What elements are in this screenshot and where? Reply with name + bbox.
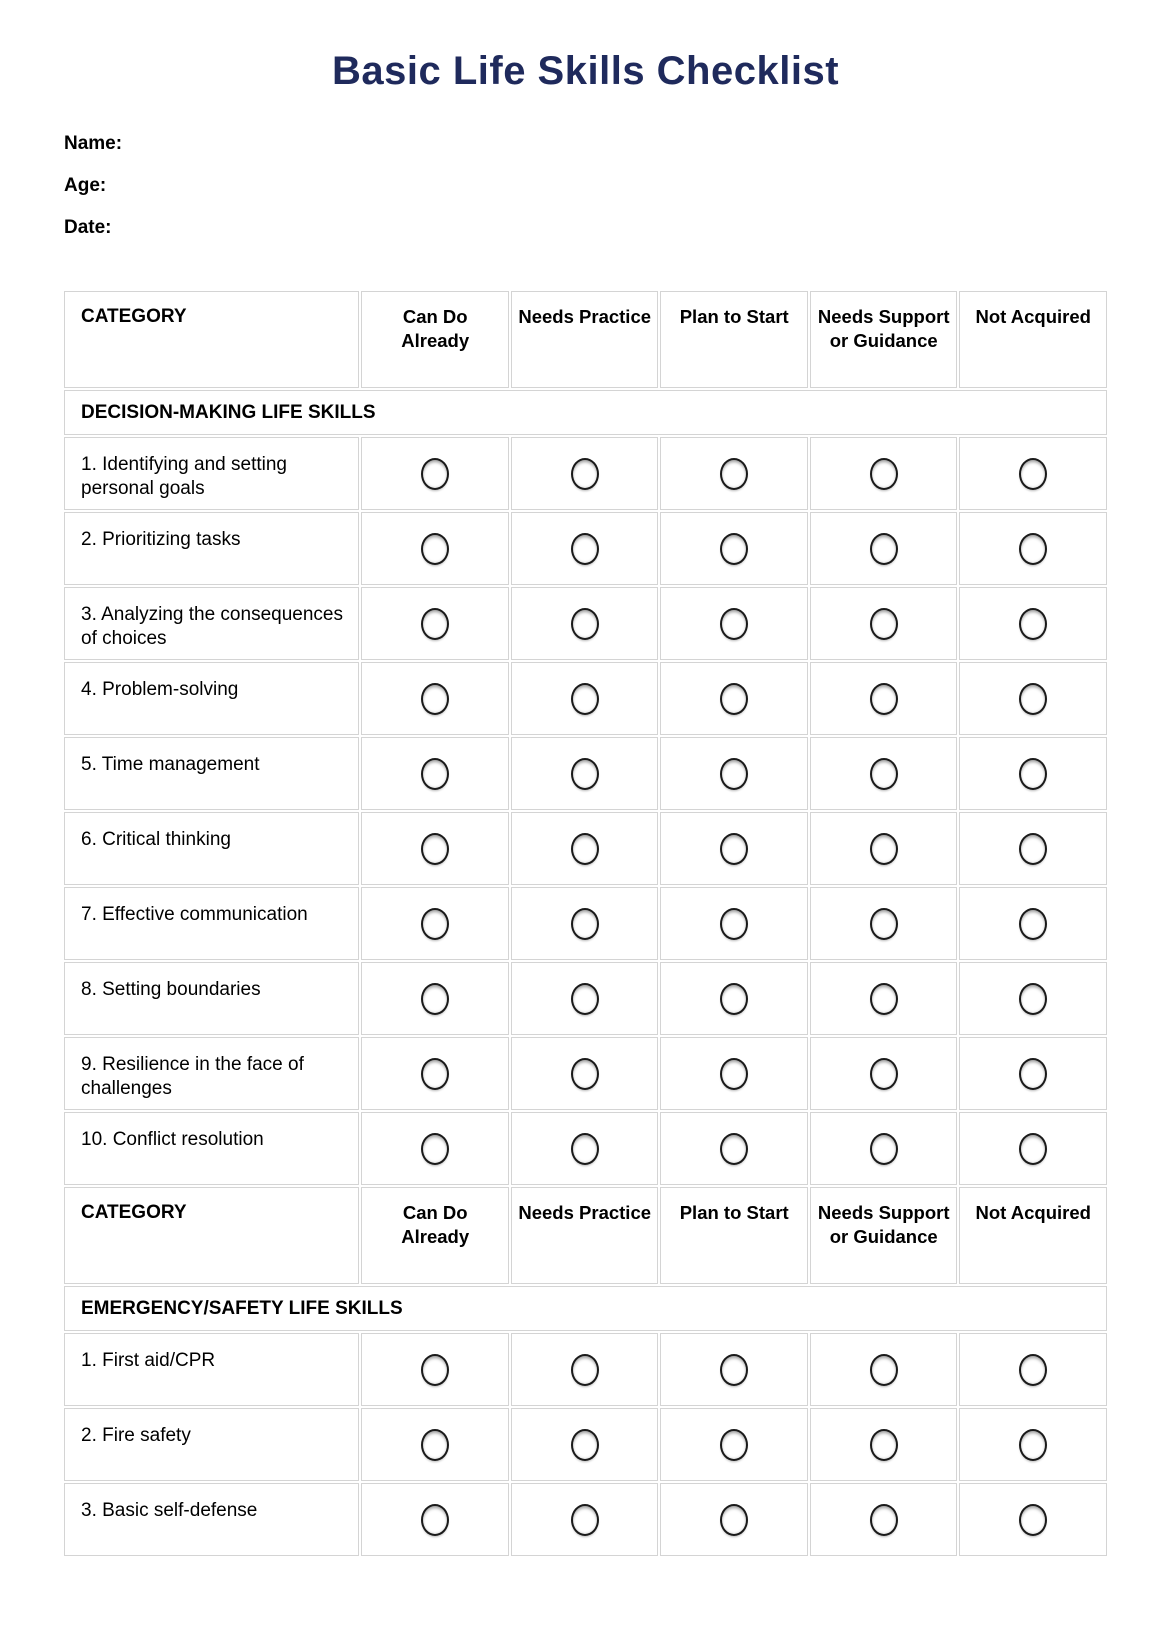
choice-cell (511, 437, 659, 510)
section-header-emergency-safety-life-skills: EMERGENCY/SAFETY LIFE SKILLS (64, 1286, 1107, 1331)
radio-needs-support-or-guidance[interactable] (870, 1504, 898, 1536)
column-header-needs-practice: Needs Practice (511, 291, 659, 388)
choice-cell (959, 587, 1107, 660)
radio-plan-to-start[interactable] (720, 608, 748, 640)
choice-cell (959, 662, 1107, 735)
radio-plan-to-start[interactable] (720, 1354, 748, 1386)
radio-plan-to-start[interactable] (720, 1133, 748, 1165)
table-row (64, 1333, 1107, 1406)
radio-needs-support-or-guidance[interactable] (870, 983, 898, 1015)
choice-cell (810, 1112, 958, 1185)
radio-needs-practice[interactable] (571, 1504, 599, 1536)
table-row (64, 1112, 1107, 1185)
radio-plan-to-start[interactable] (720, 908, 748, 940)
choice-cell (959, 437, 1107, 510)
radio-needs-practice[interactable] (571, 983, 599, 1015)
radio-can-do-already[interactable] (421, 758, 449, 790)
choice-cell (660, 1483, 808, 1556)
column-header-row (64, 1187, 1107, 1284)
skill-label: 5. Time management (64, 737, 359, 810)
section-header-row (64, 1286, 1107, 1331)
radio-can-do-already[interactable] (421, 458, 449, 490)
choice-cell (511, 1333, 659, 1406)
choice-cell (959, 1408, 1107, 1481)
choice-cell (361, 1112, 509, 1185)
radio-needs-practice[interactable] (571, 1058, 599, 1090)
choice-cell (959, 887, 1107, 960)
checklist-table (62, 289, 1109, 1558)
choice-cell (511, 662, 659, 735)
section-header-row (64, 390, 1107, 435)
radio-needs-support-or-guidance[interactable] (870, 1133, 898, 1165)
choice-cell (361, 962, 509, 1035)
radio-not-acquired[interactable] (1019, 1504, 1047, 1536)
skill-label: 8. Setting boundaries (64, 962, 359, 1035)
table-row (64, 812, 1107, 885)
skill-label: 1. First aid/CPR (64, 1333, 359, 1406)
choice-cell (959, 512, 1107, 585)
table-row (64, 1483, 1107, 1556)
radio-plan-to-start[interactable] (720, 833, 748, 865)
choice-cell (660, 737, 808, 810)
radio-can-do-already[interactable] (421, 1504, 449, 1536)
choice-cell (361, 512, 509, 585)
radio-needs-practice[interactable] (571, 533, 599, 565)
radio-can-do-already[interactable] (421, 833, 449, 865)
column-header-category: CATEGORY (64, 1187, 359, 1284)
choice-cell (361, 437, 509, 510)
choice-cell (810, 1333, 958, 1406)
skill-label: 10. Conflict resolution (64, 1112, 359, 1185)
radio-plan-to-start[interactable] (720, 758, 748, 790)
table-row (64, 1408, 1107, 1481)
radio-plan-to-start[interactable] (720, 458, 748, 490)
choice-cell (361, 1037, 509, 1110)
skill-label: 1. Identifying and setting personal goals (64, 437, 359, 510)
radio-plan-to-start[interactable] (720, 683, 748, 715)
table-row (64, 737, 1107, 810)
skill-label: 3. Analyzing the consequences of choices (64, 587, 359, 660)
radio-not-acquired[interactable] (1019, 758, 1047, 790)
radio-plan-to-start[interactable] (720, 1429, 748, 1461)
radio-not-acquired[interactable] (1019, 833, 1047, 865)
radio-can-do-already[interactable] (421, 1133, 449, 1165)
radio-needs-support-or-guidance[interactable] (870, 608, 898, 640)
choice-cell (511, 812, 659, 885)
table-row (64, 887, 1107, 960)
radio-needs-support-or-guidance[interactable] (870, 683, 898, 715)
radio-needs-practice[interactable] (571, 758, 599, 790)
radio-not-acquired[interactable] (1019, 683, 1047, 715)
column-header-not-acquired: Not Acquired (959, 1187, 1107, 1284)
choice-cell (660, 1408, 808, 1481)
table-row (64, 437, 1107, 510)
radio-not-acquired[interactable] (1019, 908, 1047, 940)
choice-cell (361, 887, 509, 960)
radio-can-do-already[interactable] (421, 908, 449, 940)
choice-cell (959, 812, 1107, 885)
choice-cell (361, 1333, 509, 1406)
choice-cell (511, 737, 659, 810)
choice-cell (810, 1483, 958, 1556)
checklist-table-body (64, 291, 1107, 1556)
choice-cell (361, 1408, 509, 1481)
radio-can-do-already[interactable] (421, 533, 449, 565)
choice-cell (511, 1483, 659, 1556)
choice-cell (660, 587, 808, 660)
field-label-date: Date: (64, 217, 112, 238)
radio-needs-support-or-guidance[interactable] (870, 833, 898, 865)
radio-needs-practice[interactable] (571, 1429, 599, 1461)
choice-cell (511, 1037, 659, 1110)
choice-cell (361, 587, 509, 660)
radio-needs-practice[interactable] (571, 908, 599, 940)
choice-cell (511, 1112, 659, 1185)
column-header-row (64, 291, 1107, 388)
skill-label: 2. Fire safety (64, 1408, 359, 1481)
column-header-category: CATEGORY (64, 291, 359, 388)
choice-cell (660, 962, 808, 1035)
skill-label: 9. Resilience in the face of challenges (64, 1037, 359, 1110)
skill-label: 7. Effective communication (64, 887, 359, 960)
radio-not-acquired[interactable] (1019, 458, 1047, 490)
radio-needs-practice[interactable] (571, 608, 599, 640)
choice-cell (511, 962, 659, 1035)
radio-plan-to-start[interactable] (720, 533, 748, 565)
radio-plan-to-start[interactable] (720, 1058, 748, 1090)
field-label-name: Name: (64, 133, 123, 154)
radio-can-do-already[interactable] (421, 1354, 449, 1386)
choice-cell (660, 1333, 808, 1406)
choice-cell (810, 662, 958, 735)
column-header-plan-to-start: Plan to Start (660, 1187, 808, 1284)
radio-needs-support-or-guidance[interactable] (870, 1058, 898, 1090)
choice-cell (660, 812, 808, 885)
choice-cell (810, 1037, 958, 1110)
page-title: Basic Life Skills Checklist (331, 49, 840, 93)
column-header-needs-practice: Needs Practice (511, 1187, 659, 1284)
choice-cell (959, 1333, 1107, 1406)
radio-plan-to-start[interactable] (720, 983, 748, 1015)
radio-needs-support-or-guidance[interactable] (870, 533, 898, 565)
radio-needs-support-or-guidance[interactable] (870, 458, 898, 490)
radio-not-acquired[interactable] (1019, 983, 1047, 1015)
radio-not-acquired[interactable] (1019, 533, 1047, 565)
radio-not-acquired[interactable] (1019, 1133, 1047, 1165)
choice-cell (959, 737, 1107, 810)
radio-needs-practice[interactable] (571, 1354, 599, 1386)
column-header-needs-support-or-guidance: Needs Support or Guidance (810, 291, 958, 388)
column-header-can-do-already: Can Do Already (361, 1187, 509, 1284)
table-row (64, 587, 1107, 660)
choice-cell (959, 1037, 1107, 1110)
table-row (64, 962, 1107, 1035)
choice-cell (959, 1112, 1107, 1185)
choice-cell (660, 512, 808, 585)
choice-cell (810, 1408, 958, 1481)
table-row (64, 662, 1107, 735)
choice-cell (361, 737, 509, 810)
radio-needs-practice[interactable] (571, 833, 599, 865)
radio-needs-support-or-guidance[interactable] (870, 758, 898, 790)
choice-cell (361, 812, 509, 885)
choice-cell (810, 962, 958, 1035)
column-header-needs-support-or-guidance: Needs Support or Guidance (810, 1187, 958, 1284)
choice-cell (361, 662, 509, 735)
choice-cell (810, 587, 958, 660)
choice-cell (810, 812, 958, 885)
radio-plan-to-start[interactable] (720, 1504, 748, 1536)
choice-cell (810, 512, 958, 585)
choice-cell (660, 437, 808, 510)
table-row (64, 1037, 1107, 1110)
choice-cell (810, 437, 958, 510)
radio-needs-practice[interactable] (571, 683, 599, 715)
choice-cell (511, 1408, 659, 1481)
radio-needs-support-or-guidance[interactable] (870, 1354, 898, 1386)
radio-not-acquired[interactable] (1019, 608, 1047, 640)
choice-cell (511, 587, 659, 660)
radio-needs-support-or-guidance[interactable] (870, 1429, 898, 1461)
radio-not-acquired[interactable] (1019, 1354, 1047, 1386)
radio-needs-practice[interactable] (571, 1133, 599, 1165)
choice-cell (810, 737, 958, 810)
radio-can-do-already[interactable] (421, 608, 449, 640)
radio-needs-practice[interactable] (571, 458, 599, 490)
choice-cell (660, 1037, 808, 1110)
choice-cell (810, 887, 958, 960)
choice-cell (660, 662, 808, 735)
choice-cell (511, 512, 659, 585)
choice-cell (959, 1483, 1107, 1556)
column-header-plan-to-start: Plan to Start (660, 291, 808, 388)
radio-not-acquired[interactable] (1019, 1429, 1047, 1461)
radio-needs-support-or-guidance[interactable] (870, 908, 898, 940)
choice-cell (511, 887, 659, 960)
skill-label: 4. Problem-solving (64, 662, 359, 735)
column-header-not-acquired: Not Acquired (959, 291, 1107, 388)
radio-can-do-already[interactable] (421, 683, 449, 715)
skill-label: 6. Critical thinking (64, 812, 359, 885)
choice-cell (361, 1483, 509, 1556)
radio-can-do-already[interactable] (421, 1429, 449, 1461)
choice-cell (660, 1112, 808, 1185)
choice-cell (660, 887, 808, 960)
field-label-age: Age: (64, 175, 107, 196)
choice-cell (959, 962, 1107, 1035)
column-header-can-do-already: Can Do Already (361, 291, 509, 388)
table-row (64, 512, 1107, 585)
form-fields (64, 132, 1109, 239)
radio-can-do-already[interactable] (421, 1058, 449, 1090)
radio-can-do-already[interactable] (421, 983, 449, 1015)
radio-not-acquired[interactable] (1019, 1058, 1047, 1090)
skill-label: 2. Prioritizing tasks (64, 512, 359, 585)
section-header-decision-making-life-skills: DECISION-MAKING LIFE SKILLS (64, 390, 1107, 435)
skill-label: 3. Basic self-defense (64, 1483, 359, 1556)
